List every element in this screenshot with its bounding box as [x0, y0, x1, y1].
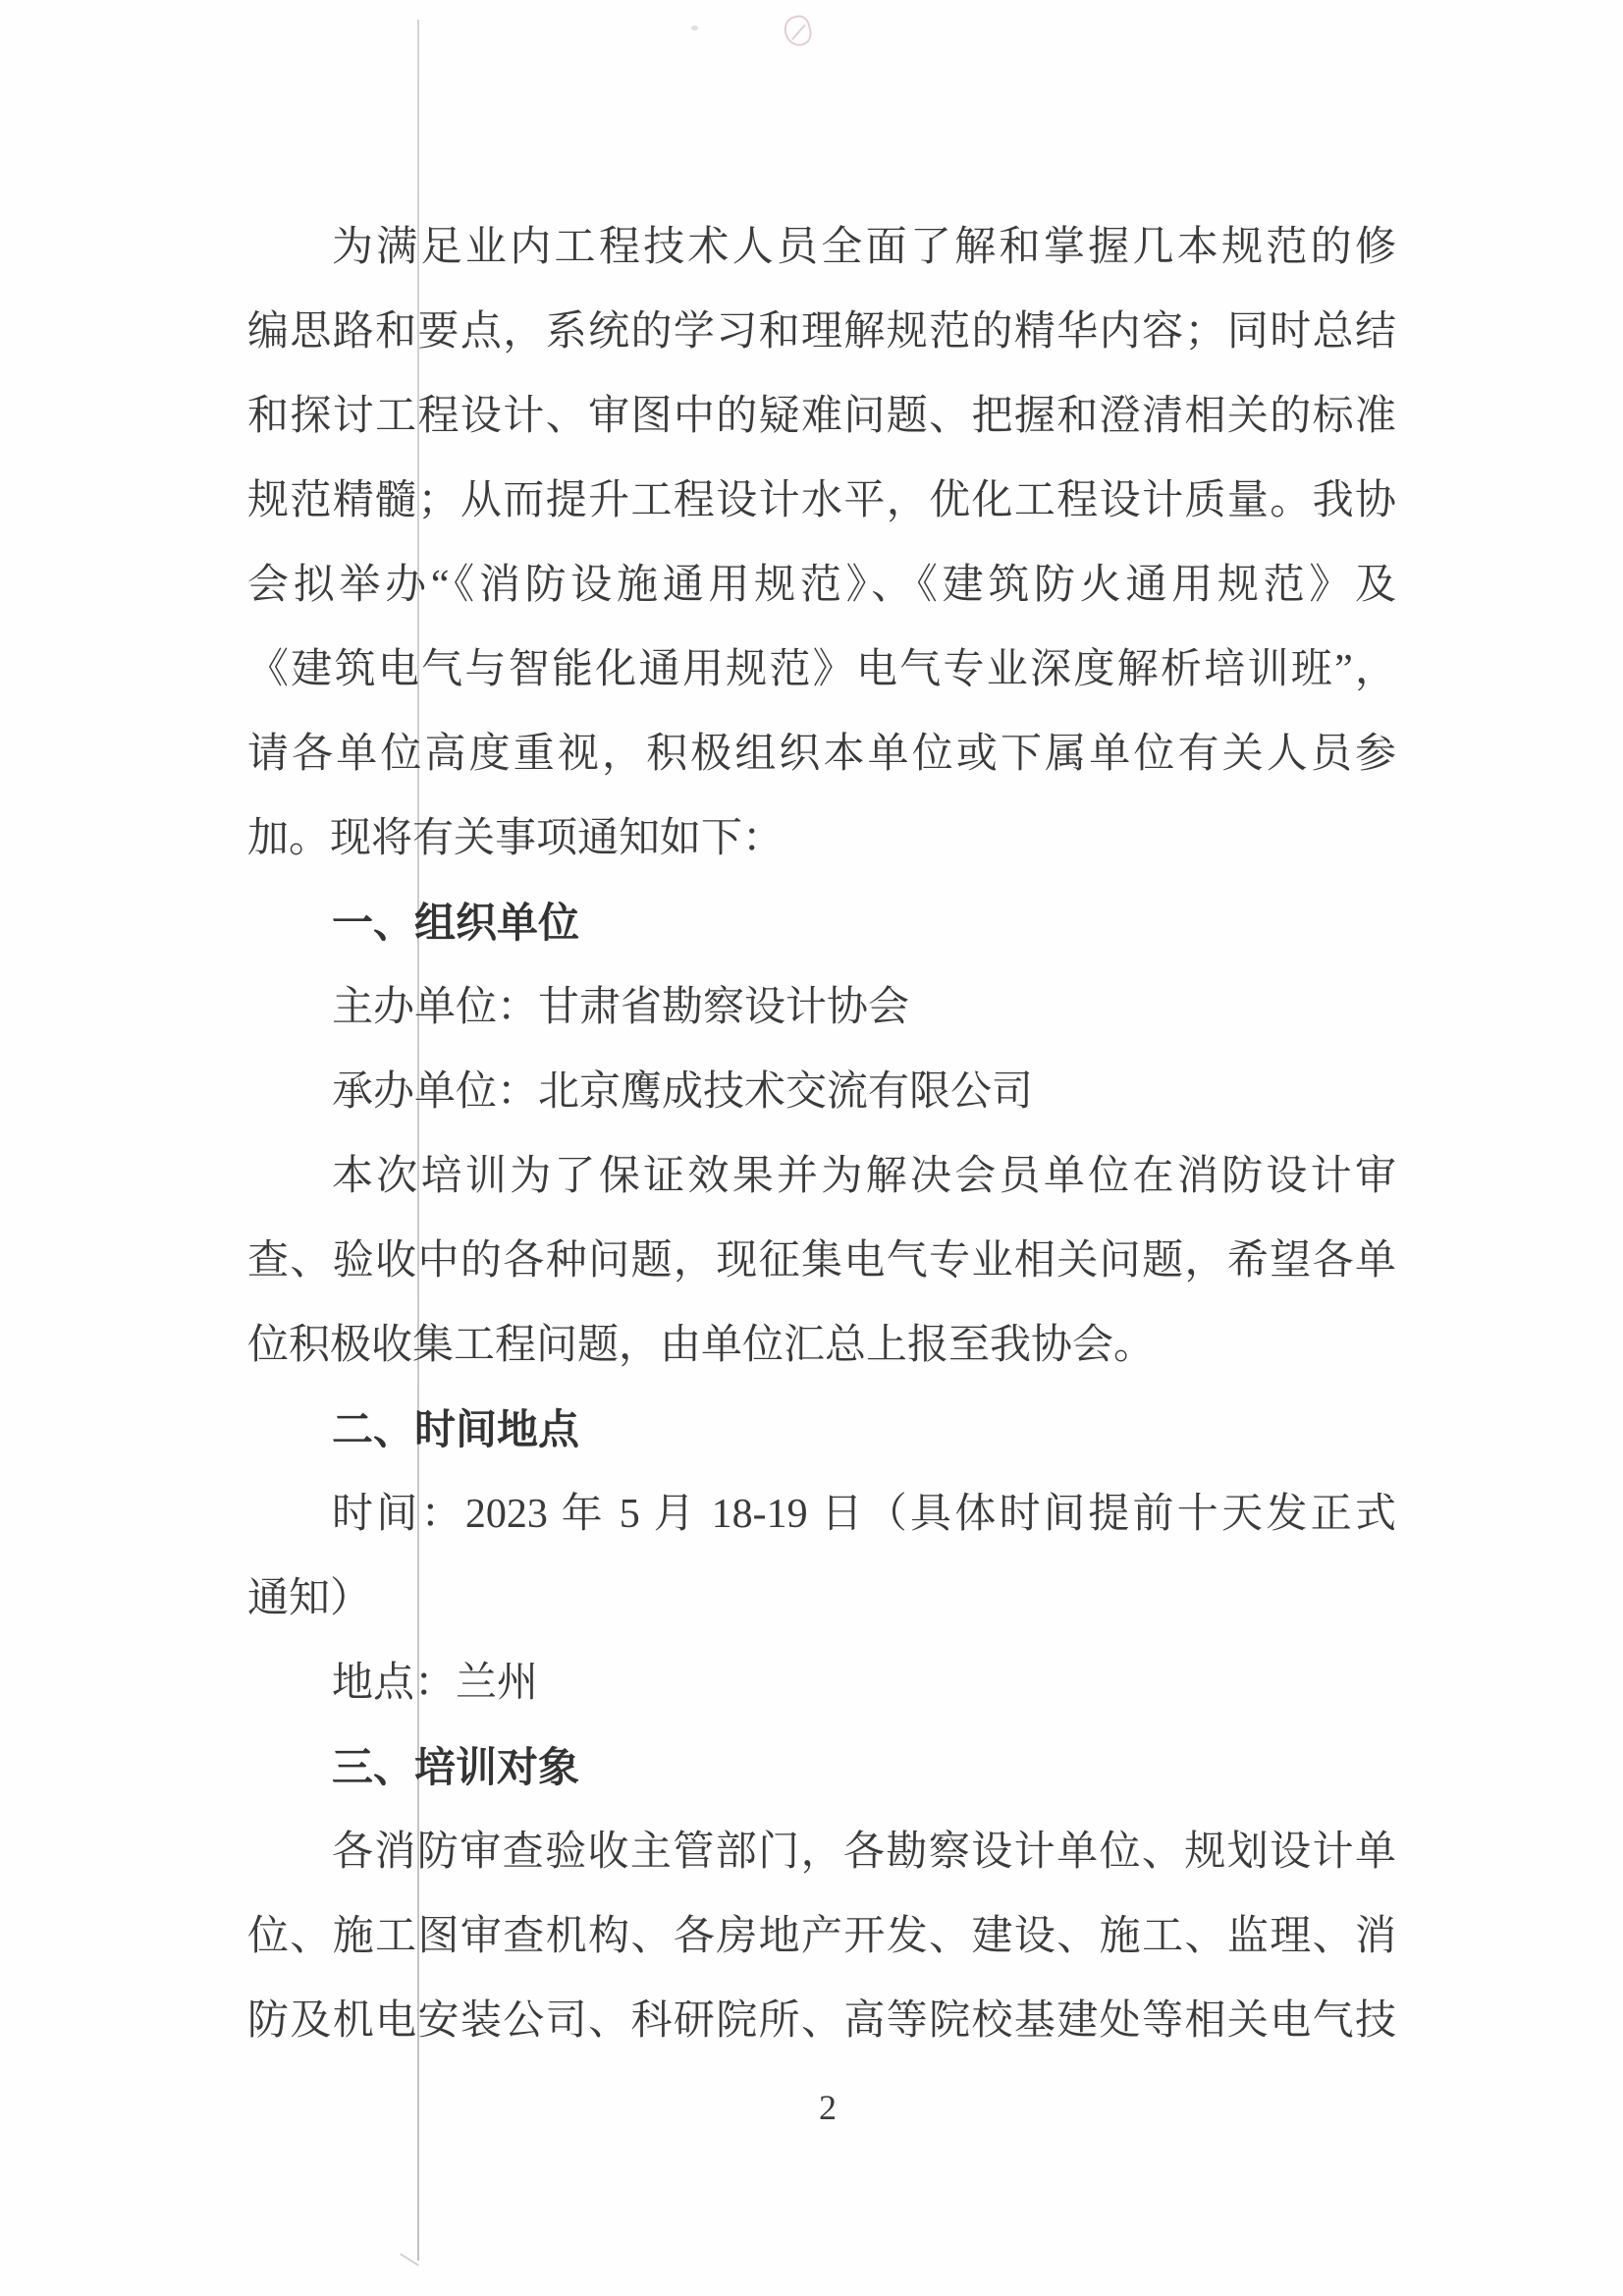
section-heading-2: 二、时间地点: [332, 1406, 580, 1452]
text-line: 位、施工图审查机构、各房地产开发、建设、施工、监理、消: [247, 1914, 1396, 1959]
section-heading-3: 三、培训对象: [332, 1744, 580, 1790]
text-line: 编思路和要点，系统的学习和理解规范的精华内容；同时总结: [247, 309, 1396, 355]
text-line: 规范精髓；从而提升工程设计水平，优化工程设计质量。我协: [247, 478, 1396, 523]
text-line: 和探讨工程设计、审图中的疑难问题、把握和澄清相关的标准: [247, 394, 1396, 439]
text-line-date: 时间：2023 年 5 月 18-19 日（具体时间提前十天发正式: [332, 1492, 1396, 1537]
notice-body: [247, 205, 1396, 2063]
text-line-location: 地点：兰州: [332, 1661, 539, 1706]
text-line-host-org: 主办单位：甘肃省勘察设计协会: [332, 985, 910, 1030]
text-line: 各消防审查验收主管部门，各勘察设计单位、规划设计单: [332, 1830, 1396, 1875]
text-line-organizer-org: 承办单位：北京鹰成技术交流有限公司: [332, 1069, 1034, 1115]
text-line: 本次培训为了保证效果并为解决会员单位在消防设计审: [332, 1154, 1396, 1199]
text-line: 通知）: [247, 1576, 372, 1621]
scan-artifact-line-tail: [400, 2253, 419, 2266]
page-number: 2: [819, 2088, 837, 2127]
text-line: 为满足业内工程技术人员全面了解和掌握几本规范的修: [332, 225, 1396, 270]
section-heading-1: 一、组织单位: [332, 900, 580, 946]
text-line: 加。现将有关事项通知如下：: [247, 816, 784, 861]
text-line: 位积极收集工程问题，由单位汇总上报至我协会。: [247, 1323, 1156, 1368]
pen-mark: [782, 13, 815, 49]
text-line: 会拟举办“《消防设施通用规范》、《建筑防火通用规范》及: [247, 563, 1396, 608]
scan-speck: [691, 26, 698, 30]
text-line: 防及机电安装公司、科研院所、高等院校基建处等相关电气技: [247, 1998, 1396, 2044]
text-line: 《建筑电气与智能化通用规范》电气专业深度解析培训班”，: [247, 647, 1396, 692]
text-line: 查、验收中的各种问题，现征集电气专业相关问题，希望各单: [247, 1238, 1396, 1284]
text-line: 请各单位高度重视，积极组织本单位或下属单位有关人员参: [247, 732, 1396, 777]
